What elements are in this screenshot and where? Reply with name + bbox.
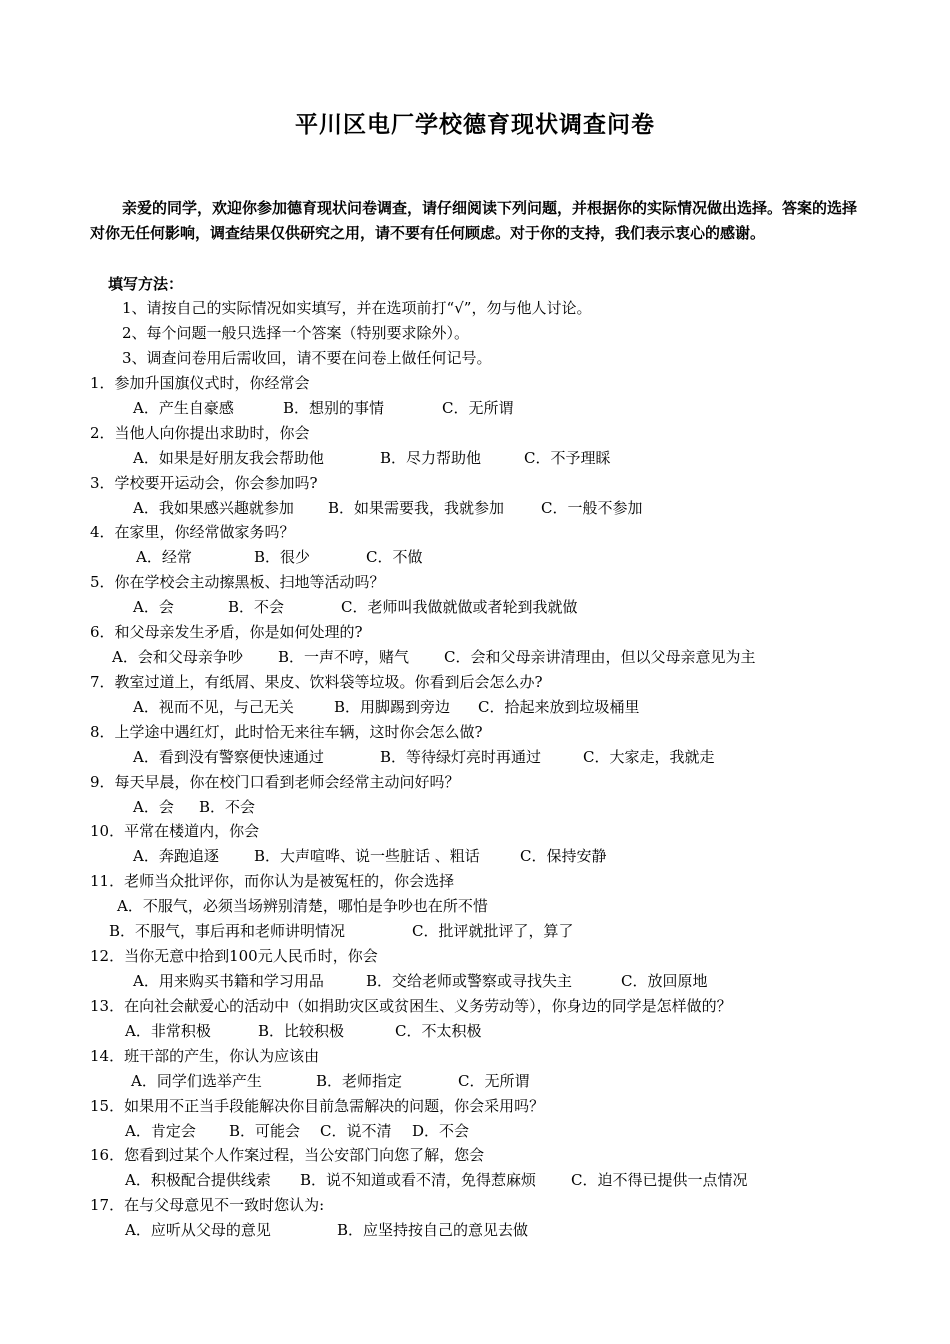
option-text: B．不会 — [228, 598, 285, 616]
option-text: B．想别的事情 — [283, 399, 385, 417]
option-text: A．积极配合提供线索 — [125, 1171, 271, 1189]
option-text: C．说不清 — [320, 1122, 392, 1140]
option-text: B．说不知道或看不清，免得惹麻烦 — [300, 1171, 537, 1189]
option-text: C．放回原地 — [621, 972, 708, 990]
option-text: C．大家走，我就走 — [583, 748, 715, 766]
option-text: A．会 — [133, 798, 174, 816]
question-text: 3．学校要开运动会，你会参加吗? — [90, 474, 318, 492]
question-text: 9．每天早晨，你在校门口看到老师会经常主动问好吗？ — [90, 773, 460, 791]
question-text: 13．在向社会献爱心的活动中（如捐助灾区或贫困生、义务劳动等），你身边的同学是怎样做的？ — [90, 997, 732, 1015]
option-text: A．视而不见，与己无关 — [133, 698, 294, 716]
question-text: 12．当你无意中拾到100元人民币时，你会 — [90, 947, 378, 965]
option-text: B．如果需要我，我就参加 — [328, 499, 505, 517]
option-text: A．同学们选举产生 — [131, 1072, 262, 1090]
option-text: B．比较积极 — [258, 1022, 345, 1040]
option-text: B．等待绿灯亮时再通过 — [380, 748, 542, 766]
option-text: A．如果是好朋友我会帮助他 — [133, 449, 324, 467]
question-text: 2．当他人向你提出求助时，你会 — [90, 424, 310, 442]
option-text: B．可能会 — [229, 1122, 301, 1140]
option-text: B．尽力帮助他 — [380, 449, 482, 467]
option-text: B．交给老师或警察或寻找失主 — [366, 972, 573, 990]
question-text: 6．和父母亲发生矛盾，你是如何处理的? — [90, 623, 363, 641]
option-text: A．我如果感兴趣就参加 — [133, 499, 294, 517]
option-text: A．不服气，必须当场辨别清楚，哪怕是争吵也在所不惜 — [117, 897, 488, 915]
question-text: 17．在与父母意见不一致时您认为: — [90, 1196, 325, 1214]
question-text: 16．您看到过某个人作案过程，当公安部门向您了解，您会 — [90, 1146, 485, 1164]
question-text: 5．你在学校会主动擦黑板、扫地等活动吗？ — [90, 573, 385, 591]
question-text: 8．上学途中遇红灯，此时恰无来往车辆，这时你会怎么做? — [90, 723, 483, 741]
option-text: C．保持安静 — [520, 847, 607, 865]
option-text: A．看到没有警察便快速通过 — [133, 748, 324, 766]
option-text: A．产生自豪感 — [133, 399, 234, 417]
option-text: B．很少 — [254, 548, 311, 566]
question-text: 15．如果用不正当手段能解决你目前急需解决的问题，你会采用吗？ — [90, 1097, 545, 1115]
option-text: A．肯定会 — [125, 1122, 196, 1140]
option-text: A．会 — [133, 598, 174, 616]
option-text: B．应坚持按自己的意见去做 — [337, 1221, 529, 1239]
option-text: A．非常积极 — [125, 1022, 211, 1040]
option-text: C．一般不参加 — [541, 499, 643, 517]
instruction-item: 3、调查问卷用后需收回，请不要在问卷上做任何记号。 — [122, 349, 492, 367]
instruction-item: 1、请按自己的实际情况如实填写，并在选项前打“√”，勿与他人讨论。 — [122, 299, 592, 317]
option-text: C．无所谓 — [442, 399, 514, 417]
option-text: A．会和父母亲争吵 — [112, 648, 243, 666]
option-text: B．老师指定 — [316, 1072, 403, 1090]
instruction-item: 2、每个问题一般只选择一个答案（特别要求除外）。 — [122, 324, 470, 342]
option-text: C．不予理睬 — [524, 449, 611, 467]
question-text: 1．参加升国旗仪式时，你经常会 — [90, 374, 310, 392]
option-text: D．不会 — [412, 1122, 470, 1140]
question-text: 7．教室过道上，有纸屑、果皮、饮料袋等垃圾。你看到后会怎么办? — [90, 673, 543, 691]
question-text: 4．在家里，你经常做家务吗？ — [90, 523, 295, 541]
option-text: B．大声喧哗、说一些脏话 、粗话 — [254, 847, 480, 865]
option-text: C．批评就批评了，算了 — [412, 922, 574, 940]
option-text: B．一声不哼，赌气 — [278, 648, 410, 666]
option-text: C．老师叫我做就做或者轮到我就做 — [341, 598, 578, 616]
option-text: A．应听从父母的意见 — [125, 1221, 271, 1239]
option-text: B．用脚踢到旁边 — [334, 698, 451, 716]
option-text: C．无所谓 — [458, 1072, 530, 1090]
question-text: 10．平常在楼道内，你会 — [90, 822, 260, 840]
question-text: 14．班干部的产生，你认为应该由 — [90, 1047, 320, 1065]
option-text: C．不太积极 — [395, 1022, 482, 1040]
option-text: A．用来购买书籍和学习用品 — [133, 972, 324, 990]
option-text: A．经常 — [136, 548, 192, 566]
intro-paragraph: 亲爱的同学，欢迎你参加德育现状问卷调查，请仔细阅读下列问题，并根据你的实际情况做出选择。答案的选择对你无任何影响，调查结果仅供研究之用，请不要有任何顾虑。对于你的支持，我们表示衷心的感谢。 — [90, 199, 858, 242]
option-text: C．会和父母亲讲清理由，但以父母亲意见为主 — [444, 648, 756, 666]
page-title: 平川区电厂学校德育现状调查问卷 — [295, 112, 655, 138]
option-text: B．不服气，事后再和老师讲明情况 — [109, 922, 346, 940]
option-text: C．迫不得已提供一点情况 — [571, 1171, 748, 1189]
option-text: C．拾起来放到垃圾桶里 — [478, 698, 640, 716]
question-text: 11．老师当众批评你，而你认为是被冤枉的，你会选择 — [90, 872, 455, 890]
option-text: A．奔跑追逐 — [133, 847, 219, 865]
method-heading: 填写方法： — [108, 275, 184, 293]
option-text: B．不会 — [199, 798, 256, 816]
option-text: C．不做 — [366, 548, 423, 566]
